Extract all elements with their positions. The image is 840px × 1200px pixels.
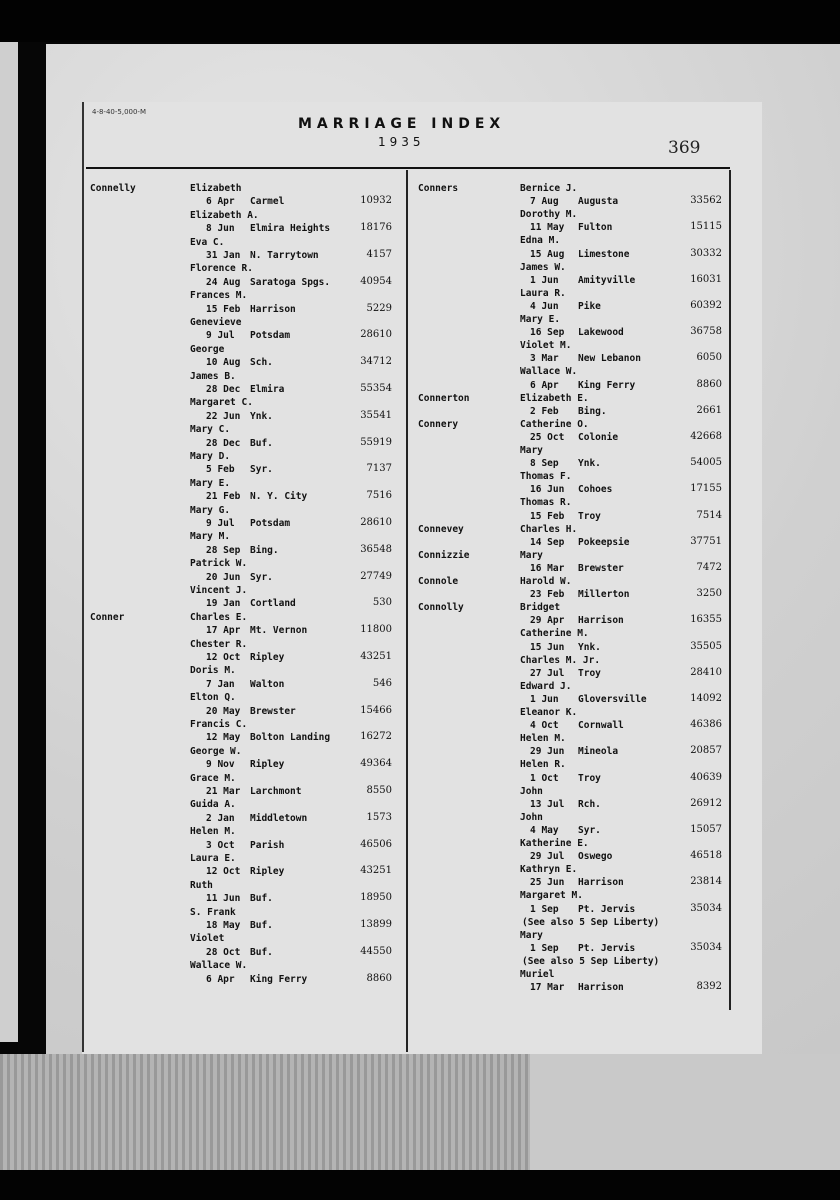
marriage-date: 1 Oct — [530, 772, 559, 784]
marriage-date: 16 Mar — [530, 562, 565, 574]
marriage-place: Elmira — [250, 384, 285, 395]
marriage-date: 8 Jun — [206, 223, 235, 235]
marriage-date: 7 Jan — [206, 678, 235, 690]
given-name: George W. — [190, 745, 242, 757]
given-name: Mary D. — [190, 451, 231, 462]
certificate-number: 16031 — [690, 273, 722, 285]
marriage-place: Mt. Vernon — [250, 625, 308, 637]
given-name: Florence R. — [190, 263, 253, 275]
given-name: Bernice J. — [520, 183, 578, 194]
marriage-date: 23 Feb — [530, 589, 565, 601]
marriage-date: 2 Feb — [530, 405, 559, 417]
given-name: Violet M. — [520, 340, 572, 352]
marriage-date: 9 Jul — [206, 330, 235, 342]
certificate-number: 37751 — [690, 535, 722, 547]
certificate-number: 43251 — [360, 651, 392, 662]
given-name: Ruth — [190, 879, 213, 891]
marriage-date: 15 Aug — [530, 248, 565, 260]
marriage-date: 15 Feb — [206, 303, 241, 315]
marriage-place: Gloversville — [578, 693, 647, 705]
certificate-number: 3250 — [696, 588, 722, 600]
certificate-number: 8392 — [696, 981, 722, 993]
marriage-date: 10 Aug — [206, 357, 241, 369]
given-name: Thomas R. — [520, 497, 572, 509]
marriage-place: Pt. Jervis — [578, 903, 636, 915]
marriage-place: Bolton Landing — [250, 732, 331, 744]
marriage-place: Pike — [578, 300, 601, 312]
given-name: Helen R. — [520, 759, 566, 771]
certificate-number: 46386 — [690, 719, 722, 731]
marriage-date: 17 Mar — [530, 982, 565, 994]
certificate-number: 7516 — [366, 490, 392, 502]
given-name: Mary M. — [190, 531, 231, 543]
marriage-place: Pokeepsie — [578, 536, 630, 548]
marriage-place: Colonie — [578, 431, 619, 443]
given-name: Eleanor K. — [520, 707, 578, 718]
marriage-place: Pt. Jervis — [578, 942, 636, 954]
certificate-number: 27749 — [360, 570, 392, 582]
marriage-place: Potsdam — [250, 330, 291, 342]
certificate-number: 36758 — [690, 326, 722, 338]
certificate-number: 13899 — [360, 919, 392, 930]
given-name: Helen M. — [190, 826, 236, 838]
marriage-date: 28 Sep — [206, 544, 241, 556]
certificate-number: 40639 — [690, 771, 722, 783]
marriage-place: Sch. — [250, 357, 273, 369]
certificate-number: 46506 — [360, 838, 392, 850]
given-name: Catherine M. — [520, 628, 589, 640]
marriage-place: Cohoes — [578, 484, 613, 496]
marriage-date: 11 Jun — [206, 893, 241, 905]
certificate-number: 42668 — [690, 430, 722, 442]
cross-reference-note: (See also 5 Sep Liberty) — [522, 955, 660, 967]
given-name: Wallace W. — [520, 366, 578, 378]
marriage-date: 12 May — [206, 732, 241, 744]
certificate-number: 15115 — [690, 221, 722, 233]
given-name: Dorothy M. — [520, 209, 578, 221]
film-border-bottom — [0, 1170, 840, 1200]
marriage-place: Troy — [578, 510, 601, 522]
marriage-place: Middletown — [250, 812, 308, 824]
certificate-number: 46518 — [690, 850, 722, 862]
page-title: MARRIAGE INDEX — [298, 116, 506, 132]
certificate-number: 35505 — [690, 640, 722, 652]
certificate-number: 44550 — [360, 945, 392, 957]
marriage-place: King Ferry — [578, 379, 636, 391]
marriage-place: Ripley — [250, 759, 285, 771]
marriage-place: Millerton — [578, 589, 630, 601]
certificate-number: 18176 — [360, 222, 392, 234]
marriage-place: Harrison — [578, 615, 624, 627]
marriage-date: 1 Sep — [530, 942, 559, 954]
marriage-date: 2 Jan — [206, 812, 235, 824]
certificate-number: 35034 — [690, 941, 722, 953]
certificate-number: 40954 — [360, 275, 392, 287]
certificate-number: 6050 — [696, 352, 722, 364]
marriage-place: Harrison — [578, 877, 624, 889]
marriage-date: 15 Feb — [530, 510, 565, 522]
marriage-date: 28 Dec — [206, 437, 241, 449]
marriage-place: Parish — [250, 839, 285, 851]
given-name: Laura R. — [520, 287, 566, 299]
marriage-date: 16 Sep — [530, 327, 565, 339]
certificate-number: 2661 — [696, 404, 722, 416]
given-name: Charles M. Jr. — [520, 654, 601, 666]
given-name: Elton Q. — [190, 692, 236, 704]
marriage-place: Buf. — [250, 946, 273, 958]
surname-heading: Connery — [418, 418, 459, 430]
given-name: John — [520, 811, 543, 823]
certificate-number: 55354 — [360, 383, 392, 394]
marriage-place: Cortland — [250, 598, 296, 610]
given-name: Charles H. — [520, 523, 578, 535]
certificate-number: 15057 — [690, 823, 722, 835]
page-bottom-margin — [530, 1054, 840, 1170]
given-name: Wallace W. — [190, 960, 248, 972]
marriage-place: Potsdam — [250, 518, 291, 529]
adjacent-page-edge — [0, 42, 18, 1042]
given-name: Elizabeth A. — [190, 209, 259, 221]
marriage-date: 24 Aug — [206, 276, 241, 288]
certificate-number: 11800 — [360, 624, 392, 636]
certificate-number: 34712 — [360, 356, 392, 368]
marriage-date: 31 Jan — [206, 250, 241, 261]
marriage-date: 5 Feb — [206, 464, 235, 476]
marriage-place: N. Y. City — [250, 491, 308, 503]
given-name: George — [190, 343, 225, 355]
marriage-date: 20 May — [206, 705, 241, 717]
certificate-number: 35541 — [360, 409, 392, 421]
given-name: James B. — [190, 370, 236, 382]
page-binding — [18, 42, 46, 1170]
marriage-place: Syr. — [578, 824, 601, 836]
marriage-place: Bing. — [250, 544, 279, 556]
given-name: Harold W. — [520, 576, 572, 587]
surname-heading: Connevey — [418, 523, 464, 535]
marriage-date: 7 Aug — [530, 196, 559, 208]
marriage-date: 17 Apr — [206, 625, 241, 637]
marriage-date: 1 Sep — [530, 903, 559, 915]
certificate-number: 16355 — [690, 614, 722, 626]
marriage-date: 14 Sep — [530, 536, 565, 548]
certificate-number: 7472 — [696, 561, 722, 573]
right-margin-rule — [729, 170, 731, 1010]
given-name: Charles E. — [190, 611, 248, 623]
marriage-date: 28 Dec — [206, 384, 241, 395]
marriage-place: King Ferry — [250, 973, 308, 985]
marriage-place: Harrison — [250, 303, 296, 315]
given-name: Margaret M. — [520, 890, 583, 902]
surname-heading: Connizzie — [418, 549, 470, 561]
certificate-number: 15466 — [360, 704, 392, 716]
given-name: Kathryn E. — [520, 864, 578, 876]
given-name: Helen M. — [520, 733, 566, 745]
certificate-number: 530 — [372, 597, 392, 609]
form-code: 4-8-40-5,000-M — [92, 108, 146, 116]
cross-reference-note: (See also 5 Sep Liberty) — [522, 916, 660, 928]
marriage-place: New Lebanon — [578, 353, 641, 365]
certificate-number: 546 — [372, 677, 392, 689]
given-name: John — [520, 785, 543, 797]
certificate-number: 36548 — [360, 543, 392, 555]
marriage-place: Rch. — [578, 798, 601, 810]
marriage-date: 21 Feb — [206, 491, 241, 503]
certificate-number: 20857 — [690, 745, 722, 757]
marriage-date: 6 Apr — [530, 379, 559, 391]
given-name: Edward J. — [520, 680, 572, 692]
left-margin-rule — [82, 102, 84, 1052]
given-name: Mary C. — [190, 424, 231, 436]
marriage-place: Troy — [578, 772, 601, 784]
marriage-date: 29 Apr — [530, 615, 565, 627]
marriage-date: 4 Jun — [530, 300, 559, 312]
surname-heading: Connolly — [418, 602, 464, 614]
surname-heading: Connerton — [418, 392, 470, 404]
marriage-place: Elmira Heights — [250, 223, 331, 235]
certificate-number: 17155 — [690, 483, 722, 495]
marriage-date: 15 Jun — [530, 641, 565, 653]
certificate-number: 55919 — [360, 436, 392, 448]
given-name: Mary E. — [520, 314, 561, 325]
certificate-number: 16272 — [360, 731, 392, 743]
given-name: Mary — [520, 929, 543, 941]
given-name: Edna M. — [520, 235, 561, 247]
column-divider — [406, 170, 408, 1052]
marriage-place: Fulton — [578, 222, 613, 234]
marriage-date: 4 Oct — [530, 720, 559, 732]
marriage-date: 29 Jun — [530, 746, 565, 758]
given-name: Doris M. — [190, 665, 236, 677]
given-name: Violet — [190, 933, 225, 945]
given-name: Eva C. — [190, 236, 225, 248]
given-name: Katherine E. — [520, 838, 589, 849]
given-name: Grace M. — [190, 772, 236, 784]
marriage-date: 1 Jun — [530, 693, 559, 705]
certificate-number: 28610 — [360, 329, 392, 341]
marriage-place: Ynk. — [578, 458, 601, 470]
given-name: Thomas F. — [520, 471, 572, 483]
certificate-number: 8860 — [366, 972, 392, 984]
header-rule — [86, 167, 730, 169]
marriage-place: Buf. — [250, 893, 273, 905]
marriage-date: 21 Mar — [206, 786, 241, 797]
marriage-place: Brewster — [250, 705, 296, 717]
surname-heading: Conners — [418, 183, 459, 194]
marriage-date: 29 Jul — [530, 851, 565, 863]
marriage-place: Harrison — [578, 982, 624, 994]
marriage-date: 11 May — [530, 222, 565, 234]
marriage-place: Augusta — [578, 196, 619, 208]
marriage-date: 9 Jul — [206, 518, 235, 529]
marriage-date: 3 Mar — [530, 353, 559, 365]
marriage-date: 19 Jan — [206, 598, 241, 610]
marriage-place: Ripley — [250, 652, 285, 663]
given-name: Bridget — [520, 602, 561, 614]
marriage-place: Cornwall — [578, 720, 624, 732]
certificate-number: 4157 — [366, 249, 392, 260]
marriage-place: Brewster — [578, 562, 624, 574]
marriage-place: Oswego — [578, 851, 613, 863]
marriage-place: Syr. — [250, 464, 273, 476]
marriage-place: Walton — [250, 678, 285, 690]
certificate-number: 28610 — [360, 517, 392, 528]
marriage-date: 12 Oct — [206, 652, 241, 663]
certificate-number: 49364 — [360, 758, 392, 770]
certificate-number: 7137 — [366, 463, 392, 475]
certificate-number: 35034 — [690, 902, 722, 914]
certificate-number: 23814 — [690, 876, 722, 888]
marriage-place: Buf. — [250, 437, 273, 449]
surname-heading: Conner — [90, 611, 125, 623]
certificate-number: 33562 — [690, 195, 722, 207]
marriage-date: 3 Oct — [206, 839, 235, 851]
marriage-date: 1 Jun — [530, 274, 559, 286]
surname-heading: Connelly — [90, 183, 136, 194]
marriage-place: Carmel — [250, 196, 285, 208]
certificate-number: 18950 — [360, 892, 392, 904]
certificate-number: 7514 — [696, 509, 722, 521]
marriage-date: 12 Oct — [206, 866, 241, 878]
given-name: Vincent J. — [190, 585, 248, 596]
marriage-place: Troy — [578, 667, 601, 679]
marriage-date: 22 Jun — [206, 410, 241, 422]
marriage-date: 18 May — [206, 920, 241, 931]
given-name: Mary G. — [190, 504, 231, 516]
given-name: Margaret C. — [190, 397, 253, 409]
given-name: James W. — [520, 261, 566, 273]
marriage-place: Ynk. — [250, 410, 273, 422]
marriage-place: Amityville — [578, 274, 636, 286]
marriage-date: 9 Nov — [206, 759, 235, 771]
marriage-place: Bing. — [578, 405, 607, 417]
certificate-number: 10932 — [360, 195, 392, 207]
marriage-date: 13 Jul — [530, 798, 565, 810]
marriage-date: 20 Jun — [206, 571, 241, 583]
certificate-number: 54005 — [690, 457, 722, 469]
certificate-number: 26912 — [690, 797, 722, 809]
marriage-place: Larchmont — [250, 786, 302, 797]
given-name: Frances M. — [190, 290, 248, 302]
marriage-date: 28 Oct — [206, 946, 241, 958]
given-name: Francis C. — [190, 719, 248, 730]
certificate-number: 8860 — [696, 378, 722, 390]
given-name: Chester R. — [190, 638, 248, 650]
marriage-place: Saratoga Spgs. — [250, 276, 331, 288]
marriage-place: Limestone — [578, 248, 630, 260]
certificate-number: 1573 — [366, 811, 392, 823]
certificate-number: 8550 — [366, 785, 392, 796]
given-name: Elizabeth — [190, 183, 242, 194]
given-name: Mary E. — [190, 477, 231, 489]
marriage-date: 27 Jul — [530, 667, 565, 679]
marriage-place: Lakewood — [578, 327, 624, 339]
marriage-date: 6 Apr — [206, 196, 235, 208]
marriage-place: Ripley — [250, 866, 285, 878]
marriage-date: 8 Sep — [530, 458, 559, 470]
marriage-date: 6 Apr — [206, 973, 235, 985]
certificate-number: 43251 — [360, 865, 392, 877]
given-name: Laura E. — [190, 853, 236, 864]
given-name: Mary — [520, 445, 543, 456]
given-name: Elizabeth E. — [520, 392, 589, 404]
given-name: Muriel — [520, 969, 555, 980]
marriage-place: Ynk. — [578, 641, 601, 653]
given-name: S. Frank — [190, 906, 236, 918]
given-name: Mary — [520, 549, 543, 561]
certificate-number: 5229 — [366, 302, 392, 314]
surname-heading: Connole — [418, 576, 459, 587]
certificate-number: 30332 — [690, 247, 722, 259]
marriage-date: 25 Jun — [530, 877, 565, 889]
marriage-date: 25 Oct — [530, 431, 565, 443]
given-name: Patrick W. — [190, 558, 248, 570]
marriage-date: 16 Jun — [530, 484, 565, 496]
certificate-number: 14092 — [690, 692, 722, 704]
given-name: Catherine O. — [520, 418, 589, 430]
page-number: 369 — [668, 138, 701, 158]
film-bottom-edge — [0, 1054, 530, 1172]
marriage-place: Buf. — [250, 920, 273, 931]
marriage-place: N. Tarrytown — [250, 250, 319, 261]
marriage-place: Syr. — [250, 571, 273, 583]
film-border-top — [0, 0, 840, 42]
given-name: Genevieve — [190, 317, 242, 328]
marriage-place: Mineola — [578, 746, 619, 758]
certificate-number: 28410 — [690, 666, 722, 678]
index-year: 1935 — [378, 135, 425, 149]
given-name: Guida A. — [190, 799, 236, 811]
marriage-date: 4 May — [530, 824, 559, 836]
certificate-number: 60392 — [690, 299, 722, 311]
